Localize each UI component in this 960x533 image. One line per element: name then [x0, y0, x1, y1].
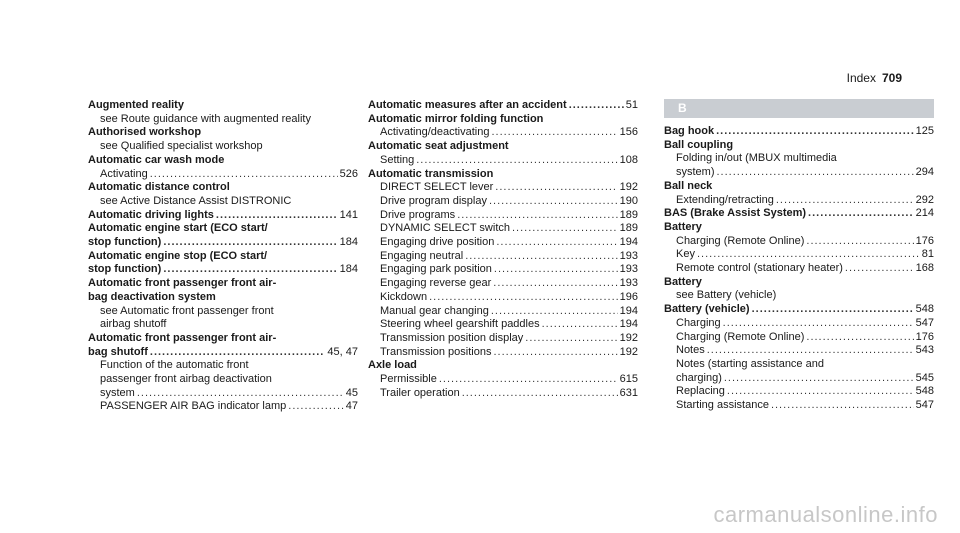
index-entry-after-accident: Automatic measures after an accident ..... 51 — [368, 99, 638, 113]
page-ref: 214 — [915, 207, 934, 220]
page-ref: 545 — [915, 371, 934, 384]
index-see-reference: see Automatic front passenger front — [100, 304, 274, 317]
index-subentry: Key ..... 81 — [664, 248, 934, 262]
index-see-reference: see Qualified specialist workshop — [100, 140, 263, 153]
index-subentry: Starting assistance ..... 547 — [664, 399, 934, 413]
index-entry-battery-2: Battery — [664, 275, 702, 288]
page-header — [847, 71, 902, 85]
page-ref: 192 — [619, 331, 638, 344]
page-ref: 292 — [915, 193, 934, 206]
index-entry-engine-start-cont: stop function) ..... 184 — [88, 236, 358, 250]
page-ref: 45, 47 — [327, 345, 358, 358]
page-ref: 184 — [339, 263, 358, 276]
index-subentry: Remote control (stationary heater) ..... 168 — [664, 262, 934, 276]
index-entry-axle-load: Axle load — [368, 359, 417, 372]
header-section: Index — [846, 71, 876, 85]
index-subentry: Manual gear changing ..... 194 — [368, 305, 638, 319]
index-entry-engine-stop-cont: stop function) ..... 184 — [88, 263, 358, 277]
page-ref: 193 — [619, 263, 638, 276]
page-ref: 548 — [915, 303, 934, 316]
index-subentry-cont: charging) ..... 545 — [664, 372, 934, 386]
page-ref: 141 — [339, 208, 358, 221]
index-entry-transmission: Automatic transmission — [368, 167, 494, 180]
index-subentry: Extending/retracting ..... 292 — [664, 194, 934, 208]
page-ref: 193 — [619, 277, 638, 290]
page-ref: 294 — [915, 166, 934, 179]
page-ref: 192 — [619, 181, 638, 194]
index-subentry: Drive programs ..... 189 — [368, 209, 638, 223]
index-subentry: Transmission positions ..... 192 — [368, 346, 638, 360]
index-subentry: DIRECT SELECT lever ..... 192 — [368, 181, 638, 195]
page-ref: 189 — [619, 208, 638, 221]
page-ref: 194 — [619, 318, 638, 331]
watermark: carmanualsonline.info — [713, 502, 938, 527]
page-ref: 176 — [915, 234, 934, 247]
index-entry-authorised-workshop: Authorised workshop — [88, 126, 202, 139]
index-entry-battery: Battery — [664, 220, 702, 233]
index-subentry: DYNAMIC SELECT switch ..... 189 — [368, 222, 638, 236]
page-ref: 51 — [625, 99, 638, 111]
index-subentry: Folding in/out (MBUX multimedia — [676, 152, 837, 165]
page-ref: 615 — [619, 373, 638, 386]
page-ref: 176 — [915, 330, 934, 343]
index-entry-bag-hook: Bag hook ..... 125 — [664, 125, 934, 139]
index-entry-bas: BAS (Brake Assist System) ..... 214 — [664, 207, 934, 221]
index-entry-engine-start: Automatic engine start (ECO start/ — [88, 222, 268, 235]
page-ref: 189 — [619, 222, 638, 235]
index-subentry: Drive program display ..... 190 — [368, 195, 638, 209]
index-subentry: Engaging neutral ..... 193 — [368, 250, 638, 264]
page-ref: 547 — [915, 399, 934, 412]
index-subentry: Engaging drive position ..... 194 — [368, 236, 638, 250]
index-subentry: Charging (Remote Online) ..... 176 — [664, 331, 934, 345]
index-entry-airbag-deactivation-cont: bag deactivation system — [88, 290, 216, 303]
page-ref: 631 — [619, 386, 638, 399]
index-subentry: PASSENGER AIR BAG indicator lamp ..... 47 — [88, 400, 358, 414]
index-subentry: Steering wheel gearshift paddles ..... 194 — [368, 318, 638, 332]
page-ref: 190 — [619, 194, 638, 207]
page-ref: 543 — [915, 344, 934, 357]
index-column-2 — [368, 99, 638, 400]
index-subentry: Charging (Remote Online) ..... 176 — [664, 235, 934, 249]
index-see-reference: see Route guidance with augmented reality — [100, 112, 311, 125]
index-see-reference: see Battery (vehicle) — [676, 289, 777, 302]
page-ref: 156 — [619, 126, 638, 139]
page-ref: 125 — [915, 125, 934, 137]
page-number: 709 — [881, 71, 902, 85]
index-subentry: Notes ..... 543 — [664, 344, 934, 358]
index-column-3 — [664, 99, 934, 413]
page-ref: 184 — [339, 236, 358, 249]
index-entry-battery-vehicle: Battery (vehicle) ..... 548 — [664, 303, 934, 317]
index-see-reference-cont: airbag shutoff — [100, 318, 167, 331]
page-ref: 526 — [339, 167, 358, 180]
index-subentry: Function of the automatic front — [100, 359, 249, 372]
index-entry-airbag-shutoff: Automatic front passenger front air- — [88, 331, 277, 344]
index-subentry: Charging ..... 547 — [664, 317, 934, 331]
index-subentry: Setting ..... 108 — [368, 154, 638, 168]
page-ref: 168 — [915, 262, 934, 275]
index-subentry: Activating/deactivating ..... 156 — [368, 126, 638, 140]
index-entry-car-wash: Automatic car wash mode — [88, 153, 225, 166]
index-subentry: Notes (starting assistance and — [676, 357, 824, 370]
index-column-1 — [88, 99, 358, 414]
page-ref: 548 — [915, 385, 934, 398]
index-entry-mirror-folding: Automatic mirror folding function — [368, 112, 544, 125]
page-ref: 194 — [619, 304, 638, 317]
index-subentry: Engaging reverse gear ..... 193 — [368, 277, 638, 291]
index-subentry: Permissible ..... 615 — [368, 373, 638, 387]
page-ref: 108 — [619, 153, 638, 166]
page-ref: 547 — [915, 316, 934, 329]
index-entry-airbag-deactivation: Automatic front passenger front air- — [88, 277, 277, 290]
index-subentry-cont: passenger front airbag deactivation — [100, 373, 272, 386]
index-subentry: Engaging park position ..... 193 — [368, 263, 638, 277]
index-subentry: Transmission position display ..... 192 — [368, 332, 638, 346]
page-ref: 196 — [619, 290, 638, 303]
index-entry-ball-neck: Ball neck — [664, 179, 713, 192]
page-ref: 193 — [619, 249, 638, 262]
index-entry-seat-adjustment: Automatic seat adjustment — [368, 140, 509, 153]
index-subentry: Kickdown ..... 196 — [368, 291, 638, 305]
index-entry-engine-stop: Automatic engine stop (ECO start/ — [88, 249, 268, 262]
index-subentry: Replacing ..... 548 — [664, 385, 934, 399]
index-entry-airbag-shutoff-cont: bag shutoff ..... 45, 47 — [88, 346, 358, 360]
page-ref: 194 — [619, 236, 638, 249]
page-ref: 81 — [921, 248, 934, 261]
page-ref: 47 — [345, 400, 358, 413]
index-subentry-cont: system ..... 45 — [88, 387, 358, 401]
index-entry-driving-lights: Automatic driving lights ..... 141 — [88, 209, 358, 223]
index-subentry-cont: system) ..... 294 — [664, 166, 934, 180]
index-entry-augmented-reality: Augmented reality — [88, 99, 184, 111]
index-entry-distance-control: Automatic distance control — [88, 181, 230, 194]
page-ref: 45 — [345, 386, 358, 399]
page-ref: 192 — [619, 345, 638, 358]
index-subentry: Trailer operation ..... 631 — [368, 387, 638, 401]
index-entry-ball-coupling: Ball coupling — [664, 138, 734, 151]
index-see-reference: see Active Distance Assist DISTRONIC — [100, 194, 292, 207]
index-subentry: Activating ..... 526 — [88, 168, 358, 182]
letter-heading-b: B — [664, 99, 934, 118]
